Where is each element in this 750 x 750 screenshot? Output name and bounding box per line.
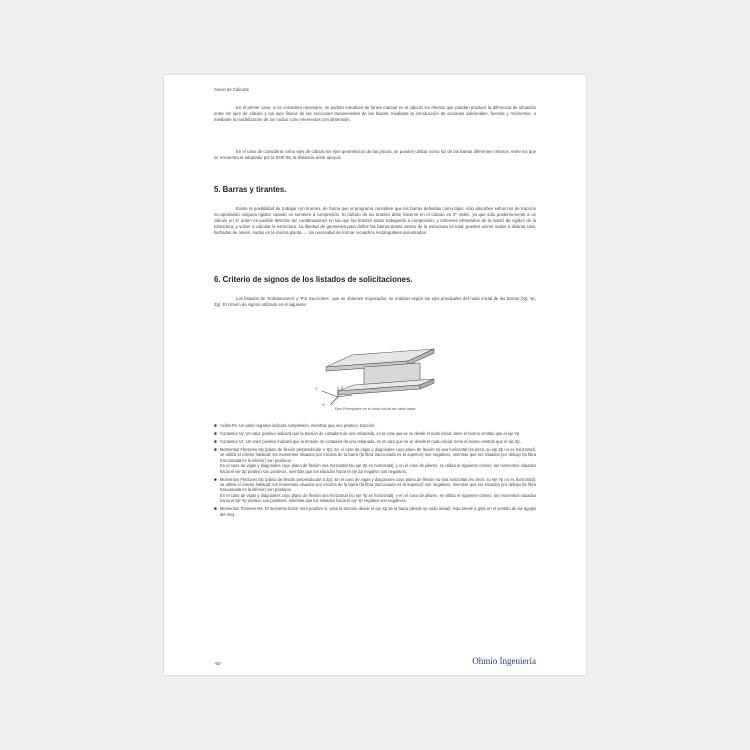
intro-paragraph-1: En el primer caso, si se considera necesario, se podrán introducir de forma manual en el cálculo los efectos que puedan producir la diferencia de situación entre los ejes de cálculo y los ejes físicos de las secciones transversales de las barras, mediante la introducción de acciones adicionales, fuerzas y momentos, o mediante la modelización de los nudos como elementos con dimensión. — [214, 105, 536, 122]
bullet-icon: ■ — [214, 476, 217, 482]
list-item-text: Cortantes Vz. Un valor positivo indicará que la tensión de cortadura de una rebanada, en la cara que se ve desde el nudo inicial, tiene el mismo sentido que el eje Zp. — [220, 439, 521, 444]
bullet-icon: ■ — [214, 506, 217, 512]
document-page — [164, 75, 586, 675]
axis-label-x: X — [322, 402, 325, 407]
axis-y-line — [322, 391, 338, 397]
list-item — [214, 431, 536, 436]
list-item-extra-text: En el caso de vigas y diagonales cuyo plano de flexión sea horizontal (su eje Zp es horizontal), y en el caso de pilares, se utiliza el siguiente criterio: los momentos situados hacia el eje Zp positivo son positivos, mientras que los situados hacia el eje Zp negativo son negativos. — [220, 463, 536, 474]
bullet-icon: ■ — [214, 439, 217, 444]
page-number: -92- — [214, 661, 222, 666]
axis-x-line — [338, 395, 352, 397]
section-6-paragraph: Los listados de 'Solicitaciones' y 'Por Secciones', que se obtienen mayorados, se realizan según los ejes principales del nudo inicial de las barras (Xp, Yp, Zp). El criterio de signos utilizado es el siguiente: — [214, 296, 536, 307]
list-item-text: Momentos Torsores Mx. El momento torsor será positivo si, vista la sección desde el eje Xp de la barra (desde su nudo inicial), ésta tiende a girar en el sentido de las agujas del reloj. — [220, 506, 536, 517]
list-item — [214, 506, 536, 517]
sign-criteria-list — [214, 423, 536, 520]
list-item — [214, 447, 536, 474]
bullet-icon: ■ — [214, 431, 217, 436]
list-item-text: Momentos Flectores Mz (plano de flexión perpendicular a Zp). En el caso de vigas y diagonales cuyo plano de flexión no sea horizontal (es decir, su eje Yp no es horizontal), se utiliza el criterio habitual: los momentos situados por encima de la barra (la fibra traccionada es la superior) son negativos, mientras que los situados por debajo (la fibra traccionada es la inferior) son positivos. — [220, 476, 536, 493]
section-5-paragraph: Existe la posibilidad de trabajar con tirantes, de forma que el programa considere que las barras definidas como tales, sólo absorben esfuerzos de tracción no aportando ninguna rigidez cuando se someten a compresión. El cálculo de los tirantes debe hacerse en el cálculo en 2º orden, ya que sólo posteriormente a un cálculo en 1º orden es posible detectar las combinaciones en las que los tirantes están trabajando a compresión, y entonces eliminarlos de la matriz de rigidez de la estructura, y volver a calcular la estructura. La libertad de geometría para definir las barras-tirante dentro de la estructura es total: pueden unirse nudos a distinta cota, fachadas de naves, nudos en la misma planta, ... sin necesidad de formar recuadros rectangulares arriostrados. — [214, 206, 536, 235]
list-item-extra-text: En el caso de vigas y diagonales cuyo plano de flexión sea horizontal (su eje Yp es horizontal), y en el caso de pilares, se utiliza el siguiente criterio: los momentos situados hacia el eje Yp positivo son positivos, mientras que los situados hacia el eje Yp negativo son negativos. — [220, 492, 536, 504]
list-item-text: Cortantes Vy. Un valor positivo indicará que la tensión de cortadura de una rebanada, en la cara que se ve desde el nudo inicial, tiene el mismo sentido que el eje Yp. — [220, 431, 521, 436]
list-item-text: Axiles Px. Un valor negativo indicará compresión, mientras que uno positivo, tracción. — [220, 423, 376, 428]
list-item-text: Momentos Flectores My (plano de flexión perpendicular a Yp). En el caso de vigas y diagonales cuyo plano de flexión no sea horizontal (es decir, su eje Zp no es horizontal), se utiliza el criterio habitual: los momentos situados por encima de la barra (la fibra traccionada es la superior) son negativos, mientras que los situados por debajo (la fibra traccionada es la inferior) son positivos. — [220, 447, 536, 463]
intro-paragraph-2: En el caso de considerar como ejes de cálculo los ejes geométricos de las piezas, se pueden utilizar como luz de las barras diferentes criterios, entre los que se encuentra el adoptado por la EHE-08, la distancia entre apoyos. — [214, 149, 536, 160]
figure-caption: Ejes Principales en el nudo inicial de cada barra — [334, 407, 416, 411]
section-6-heading: 6. Criterio de signos de los listados de solicitaciones. — [214, 275, 413, 284]
axis-label-z: Z — [341, 385, 344, 390]
running-head: Anexo de Cálculos — [214, 87, 249, 92]
section-5-heading: 5. Barras y tirantes. — [214, 185, 287, 194]
bullet-icon: ■ — [214, 423, 217, 428]
axis-aux-line — [330, 397, 338, 405]
axis-label-y: Y — [315, 386, 318, 391]
bullet-icon: ■ — [214, 447, 217, 452]
list-item — [214, 439, 536, 444]
list-item — [214, 477, 536, 504]
list-item — [214, 423, 536, 428]
i-beam-figure — [308, 345, 438, 415]
brand-logo-text: Ohmio Ingeniería — [472, 656, 536, 666]
